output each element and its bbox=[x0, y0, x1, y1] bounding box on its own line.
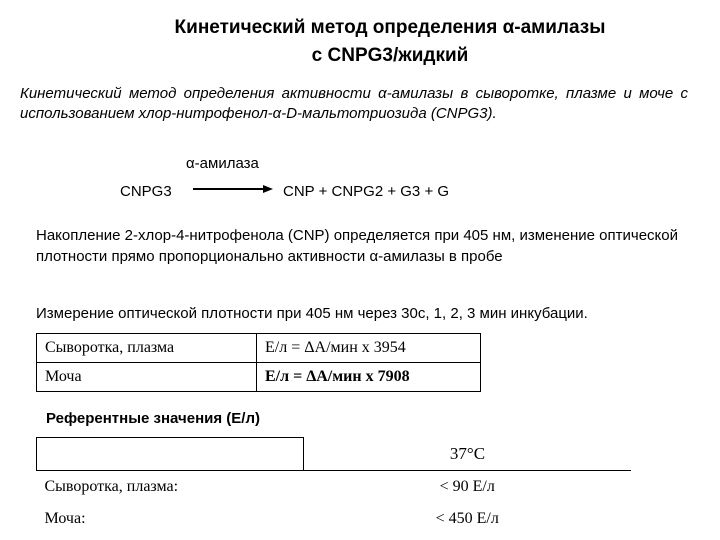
page-title-line-1: Кинетический метод определения α-амилазы bbox=[174, 17, 606, 38]
measurement-paragraph: Измерение оптической плотности при 405 нм через 30с, 1, 2, 3 мин инкубации. bbox=[36, 305, 588, 322]
page-title-line-2: с CNPG3/жидкий bbox=[311, 45, 469, 66]
reaction-enzyme: α-амилаза bbox=[186, 155, 259, 172]
table-cell-formula: Е/л = ΔA/мин х 7908 bbox=[257, 363, 481, 392]
measurement-table bbox=[36, 333, 481, 392]
reaction-products: CNP + CNPG2 + G3 + G bbox=[283, 183, 450, 200]
table-cell-formula: Е/л = ΔA/мин х 3954 bbox=[257, 334, 481, 363]
reaction-substrate: CNPG3 bbox=[120, 183, 172, 200]
table-cell-value: < 450 Е/л bbox=[435, 510, 499, 527]
table-row bbox=[37, 363, 481, 392]
table-cell-sample: Сыворотка, плазма: bbox=[44, 478, 179, 495]
table-row bbox=[37, 471, 632, 504]
cnp-paragraph: Накопление 2-хлор-4-нитрофенола (CNP) определяется при 405 нм, изменение оптической плотности прямо пропорционально активности α-амилазы в пробе bbox=[36, 227, 678, 265]
table-cell-sample: Моча: bbox=[44, 510, 86, 527]
table-cell-sample: Сыворотка, плазма bbox=[37, 334, 257, 363]
table-header-temperature: 37°C bbox=[304, 438, 632, 471]
table-cell-value: < 90 Е/л bbox=[439, 478, 495, 495]
intro-paragraph: Кинетический метод определения активности α-амилазы в сыворотке, плазме и моче с использованием хлор-нитрофенол-α-D-мальтотриозида (CNPG3). bbox=[20, 85, 688, 122]
reference-table bbox=[36, 437, 631, 535]
table-header-row bbox=[37, 438, 632, 471]
table-row bbox=[37, 503, 632, 535]
reference-title: Референтные значения (Е/л) bbox=[46, 410, 260, 427]
table-cell-sample: Моча bbox=[37, 363, 257, 392]
reaction-arrow-icon bbox=[193, 184, 273, 194]
table-row bbox=[37, 334, 481, 363]
